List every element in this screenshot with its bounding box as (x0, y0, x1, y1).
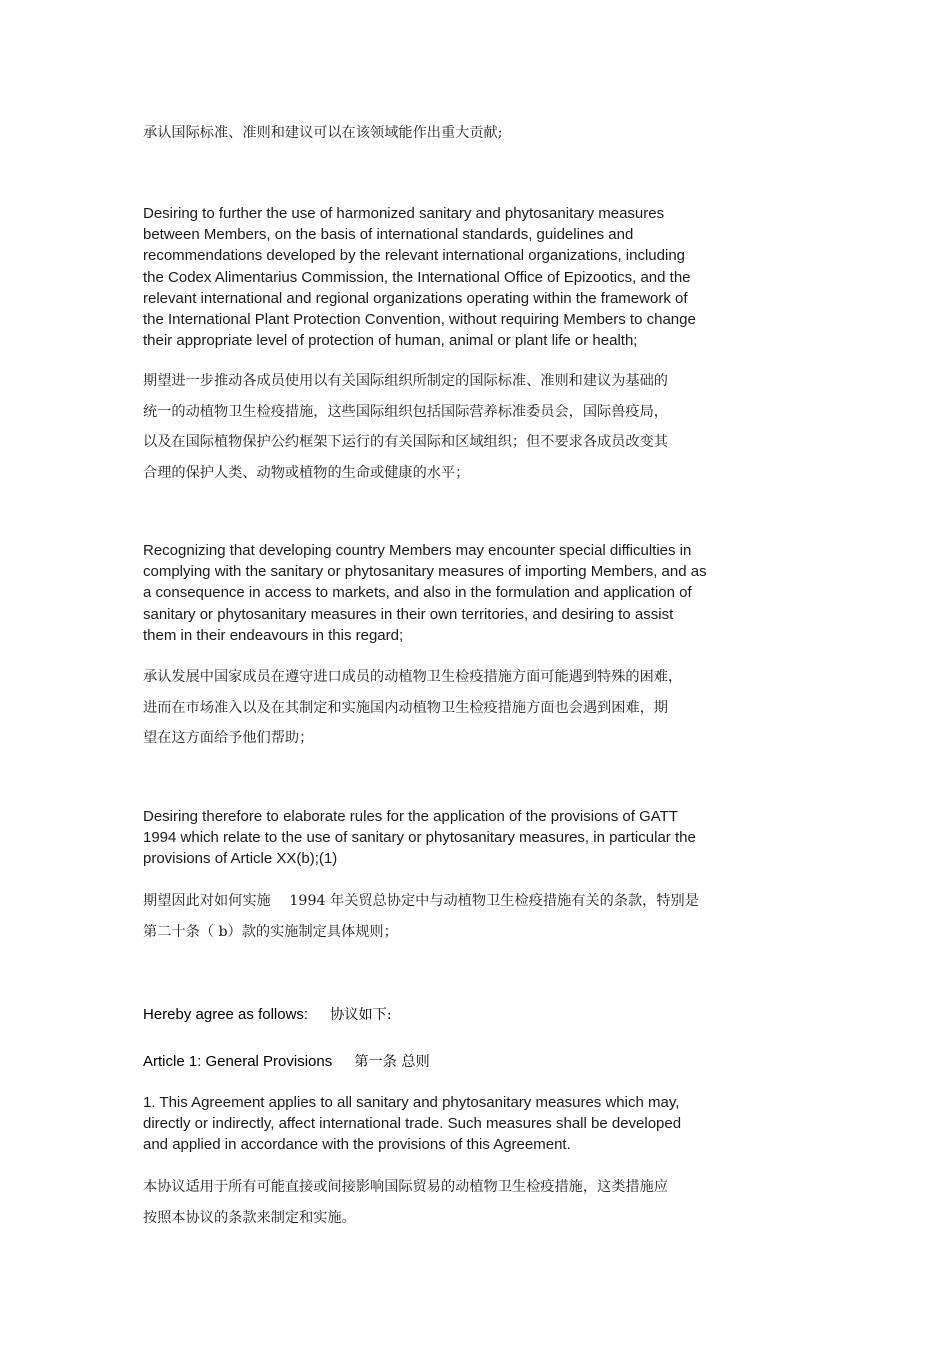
text-line: 期望因此对如何实施 1994 年关贸总协定中与动植物卫生检疫措施有关的条款，特别是 (143, 893, 699, 909)
paragraph-developing-countries-en (143, 540, 753, 646)
text-line: and applied in accordance with the provisions of this Agreement. (143, 1136, 571, 1154)
text-line: relevant international and regional organizations operating within the framework of (143, 289, 688, 307)
text-line: directly or indirectly, affect international trade. Such measures shall be developed (143, 1115, 682, 1133)
text-line: 按照本协议的条款来制定和实施。 (143, 1209, 356, 1226)
text-line: 合理的保护人类、动物或植物的生命或健康的水平； (143, 464, 470, 481)
text-line: 承认发展中国家成员在遵守进口成员的动植物卫生检疫措施方面可能遇到特殊的困难， (143, 669, 683, 685)
text-line: 期望进一步推动各成员使用以有关国际组织所制定的国际标准、准则和建议为基础的 (143, 373, 668, 389)
text-line: 本协议适用于所有可能直接或间接影响国际贸易的动植物卫生检疫措施，这类措施应 (143, 1179, 668, 1195)
text-line: 统一的动植物卫生检疫措施，这些国际组织包括国际营养标准委员会，国际兽疫局， (143, 403, 668, 420)
text-line: 以及在国际植物保护公约框架下运行的有关国际和区域组织；但不要求各成员改变其 (143, 434, 668, 450)
text-line: 1994 which relate to the use of sanitary or phytosanitary measures, in particular the (143, 829, 696, 847)
article-heading (143, 1051, 430, 1071)
agree-heading (143, 1004, 392, 1024)
article-heading-en: Article 1: General Provisions (143, 1053, 333, 1070)
paragraph-harmonized-measures-en (143, 203, 753, 351)
agree-heading-en: Hereby agree as follows: (143, 1006, 309, 1023)
text-line: a consequence in access to markets, and also in the formulation and application of (143, 584, 692, 602)
text-line: Desiring to further the use of harmonized sanitary and phytosanitary measures (143, 205, 665, 222)
text-line: complying with the sanitary or phytosanitary measures of importing Members, and as (143, 563, 707, 581)
paragraph-gatt-rules-zh (143, 886, 783, 947)
text-line: 望在这方面给予他们帮助； (143, 730, 314, 746)
paragraph-scope-zh (143, 1172, 783, 1233)
paragraph-scope-en (143, 1092, 753, 1156)
agree-heading-zh: 协议如下: (330, 1007, 392, 1023)
text-line: their appropriate level of protection of human, animal or plant life or health; (143, 332, 638, 350)
paragraph-developing-countries-zh (143, 662, 783, 754)
text-line: 承认国际标准、准则和建议可以在该领域能作出重大贡献; (143, 125, 503, 141)
text-line: provisions of Article XX(b);(1) (143, 850, 338, 868)
text-line: recommendations developed by the relevant international organizations, including (143, 247, 686, 265)
text-line: between Members, on the basis of international standards, guidelines and (143, 226, 634, 244)
text-line: Recognizing that developing country Members may encounter special difficulties in (143, 542, 692, 559)
paragraph-recognizing-standards-zh (143, 118, 783, 149)
text-line: Desiring therefore to elaborate rules for the application of the provisions of GATT (143, 808, 678, 825)
text-line: 第二十条（ b）款的实施制定具体规则； (143, 923, 398, 940)
text-line: them in their endeavours in this regard; (143, 626, 404, 644)
text-line: the Codex Alimentarius Commission, the International Office of Epizootics, and the (143, 268, 691, 286)
text-line: 进而在市场准入以及在其制定和实施国内动植物卫生检疫措施方面也会遇到困难，期 (143, 699, 668, 716)
article-heading-zh: 第一条 总则 (354, 1054, 430, 1070)
text-line: sanitary or phytosanitary measures in their own territories, and desiring to assist (143, 605, 674, 623)
text-line: 1. This Agreement applies to all sanitary and phytosanitary measures which may, (143, 1094, 680, 1111)
text-line: the International Plant Protection Convention, without requiring Members to change (143, 311, 696, 329)
paragraph-harmonized-measures-zh (143, 366, 783, 488)
paragraph-gatt-rules-en (143, 806, 753, 870)
